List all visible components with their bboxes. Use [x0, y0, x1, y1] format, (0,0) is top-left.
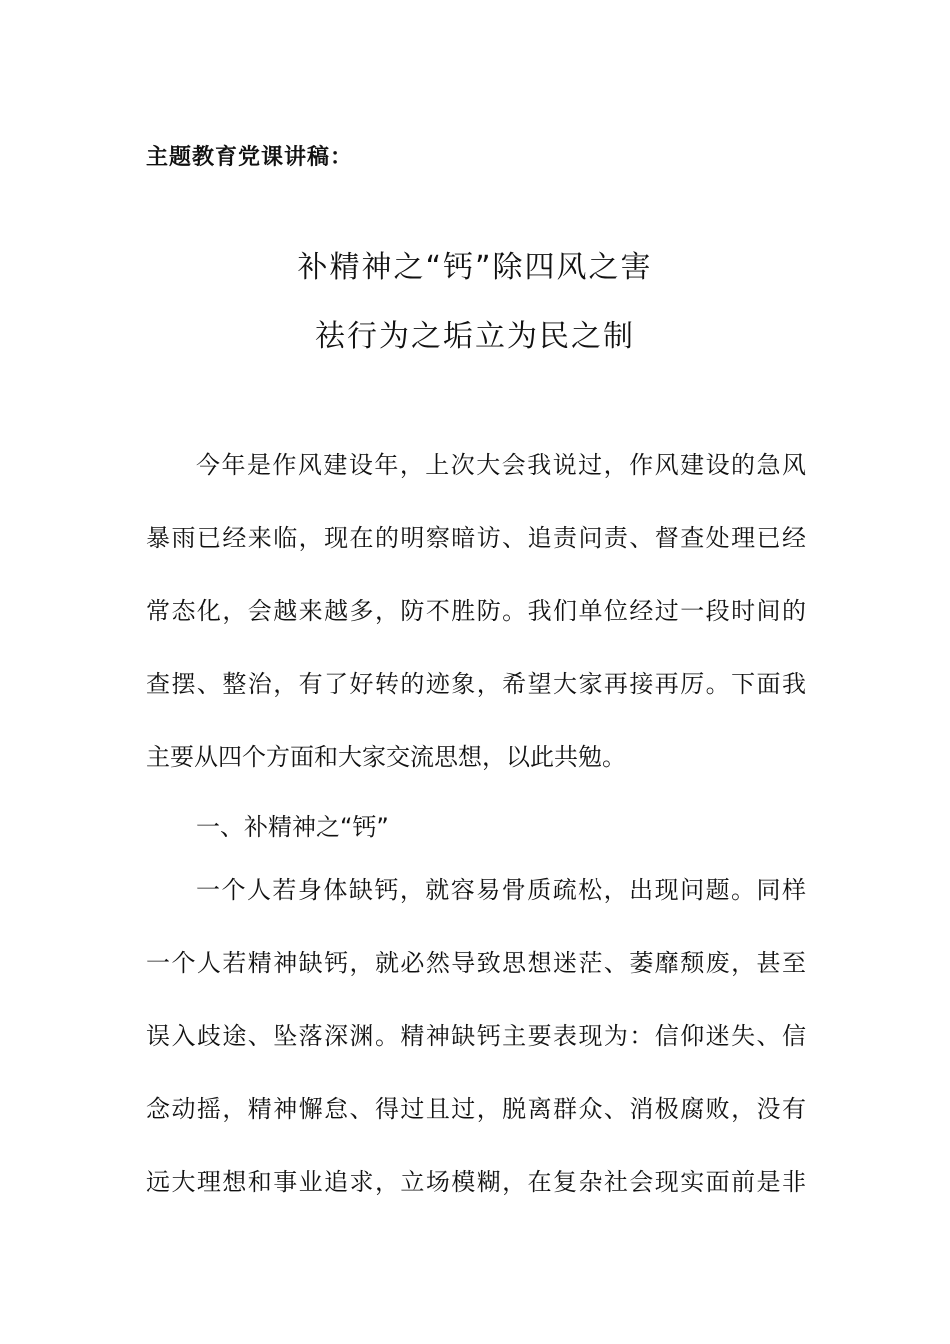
paragraph-2-line-5: 远大理想和事业追求，立场模糊，在复杂社会现实面前是非 [146, 1168, 806, 1196]
paragraph-2-line-2: 一个人若精神缺钙，就必然导致思想迷茫、萎靡颓废，甚至 [146, 949, 806, 977]
paragraph-1-line-5: 主要从四个方面和大家交流思想，以此共勉。 [146, 743, 626, 771]
document-title-line-2: 祛行为之垢立为民之制 [315, 319, 635, 354]
document-kicker: 主题教育党课讲稿： [146, 144, 354, 170]
section-1-heading: 一、补精神之“钙” [196, 813, 389, 841]
paragraph-2-line-1: 一个人若身体缺钙，就容易骨质疏松，出现问题。同样 [196, 876, 806, 904]
paragraph-1-line-3: 常态化，会越来越多，防不胜防。我们单位经过一段时间的 [146, 597, 806, 625]
paragraph-1-line-4: 查摆、整治，有了好转的迹象，希望大家再接再厉。下面我 [146, 670, 806, 698]
paragraph-2-line-4: 念动摇，精神懈怠、得过且过，脱离群众、消极腐败，没有 [146, 1095, 806, 1123]
document-title-line-1: 补精神之“钙”除四风之害 [297, 250, 653, 285]
paragraph-1-line-1: 今年是作风建设年，上次大会我说过，作风建设的急风 [196, 451, 806, 479]
paragraph-2-line-3: 误入歧途、坠落深渊。精神缺钙主要表现为：信仰迷失、信 [146, 1022, 806, 1050]
paragraph-1-line-2: 暴雨已经来临，现在的明察暗访、追责问责、督查处理已经 [146, 524, 806, 552]
